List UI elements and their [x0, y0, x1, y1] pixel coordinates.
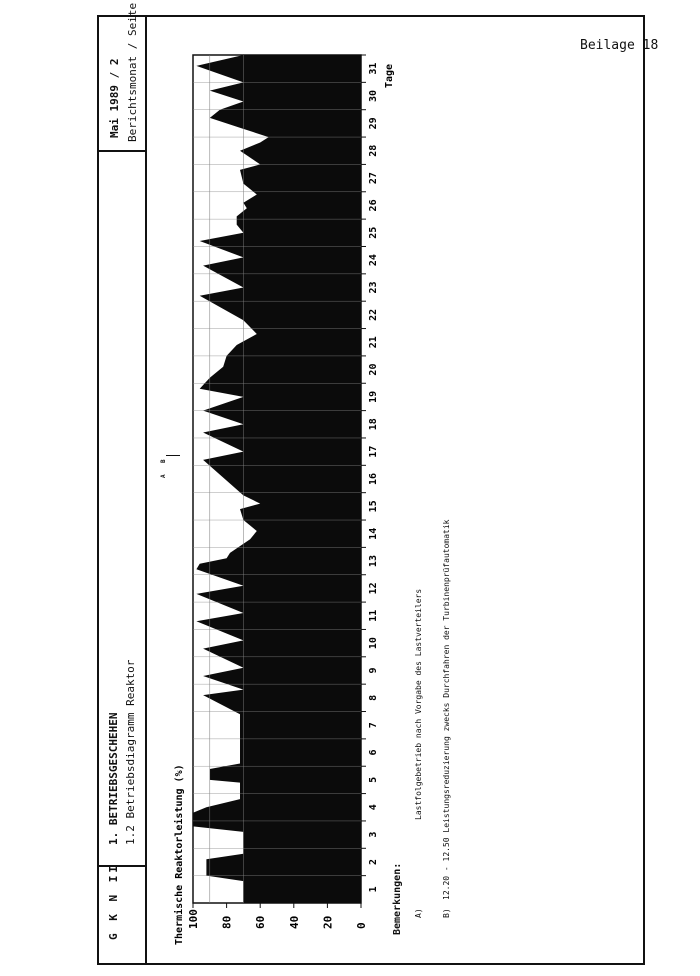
- x-tick-label: 1: [368, 886, 379, 893]
- y-tick-label: 40: [287, 915, 301, 929]
- marker-a: A: [160, 474, 167, 478]
- x-tick-label: 27: [368, 172, 379, 185]
- y-tick-label: 0: [355, 922, 368, 929]
- beilage-label: Beilage 18: [580, 38, 659, 53]
- y-tick-label: 20: [321, 915, 335, 929]
- x-tick-label: 16: [368, 472, 379, 485]
- org-name: G K N II: [107, 863, 120, 940]
- power-area: [193, 55, 361, 903]
- chart-series-power: [193, 55, 361, 903]
- x-tick-label: 10: [368, 637, 379, 650]
- x-tick-label: 28: [368, 144, 379, 157]
- remark-b-label: B): [442, 908, 451, 918]
- y-tick-label: 100: [187, 909, 200, 929]
- x-tick-label: 21: [368, 336, 379, 349]
- remark-a-text: Lastfolgebetrieb nach Vorgabe des Lastverteilers: [414, 588, 423, 820]
- x-tick-label: 23: [368, 281, 379, 294]
- x-tick-label: 8: [368, 694, 379, 701]
- x-tick-label: 22: [368, 308, 379, 321]
- x-tick-label: 18: [368, 418, 379, 431]
- x-tick-label: 5: [368, 776, 379, 783]
- subsection-title: 1.2 Betriebsdiagramm Reaktor: [124, 659, 137, 845]
- x-tick-label: 7: [368, 722, 379, 729]
- y-axis-label: Thermische Reaktorleistung (%): [174, 764, 185, 945]
- x-tick-label: 12: [368, 582, 379, 595]
- x-axis-label: Tage: [384, 63, 395, 88]
- x-tick-label: 9: [368, 667, 379, 674]
- x-tick-label: 3: [368, 831, 379, 838]
- x-tick-label: 6: [368, 749, 379, 756]
- remark-a-label: A): [414, 908, 423, 918]
- x-tick-label: 15: [368, 500, 379, 513]
- report-period-label: Berichtsmonat / Seite: [126, 2, 139, 142]
- x-tick-label: 13: [368, 555, 379, 568]
- x-tick-label: 25: [368, 226, 379, 239]
- remark-b-text: 12.20 - 12.50 Leistungsreduzierung zwecks Durchfahren der Turbinenprüfautomatik: [442, 519, 451, 900]
- remarks-heading: Bemerkungen:: [392, 862, 403, 935]
- y-tick-label: 60: [254, 915, 268, 929]
- x-tick-label: 24: [368, 254, 379, 267]
- x-tick-label: 11: [368, 609, 379, 622]
- x-tick-label: 17: [368, 445, 379, 458]
- x-tick-label: 20: [368, 363, 379, 376]
- x-tick-label: 26: [368, 199, 379, 212]
- x-tick-label: 29: [368, 117, 379, 130]
- x-tick-label: 31: [368, 62, 379, 75]
- x-tick-label: 14: [368, 527, 379, 540]
- y-tick-label: 80: [220, 915, 234, 929]
- x-tick-label: 30: [368, 89, 379, 103]
- marker-b: B: [160, 459, 167, 463]
- x-tick-label: 19: [368, 390, 379, 403]
- x-tick-label: 4: [368, 804, 379, 811]
- report-period: Mai 1989 / 2: [108, 58, 121, 138]
- section-title: 1. BETRIEBSGESCHEHEN: [107, 712, 120, 845]
- x-tick-label: 2: [368, 858, 379, 865]
